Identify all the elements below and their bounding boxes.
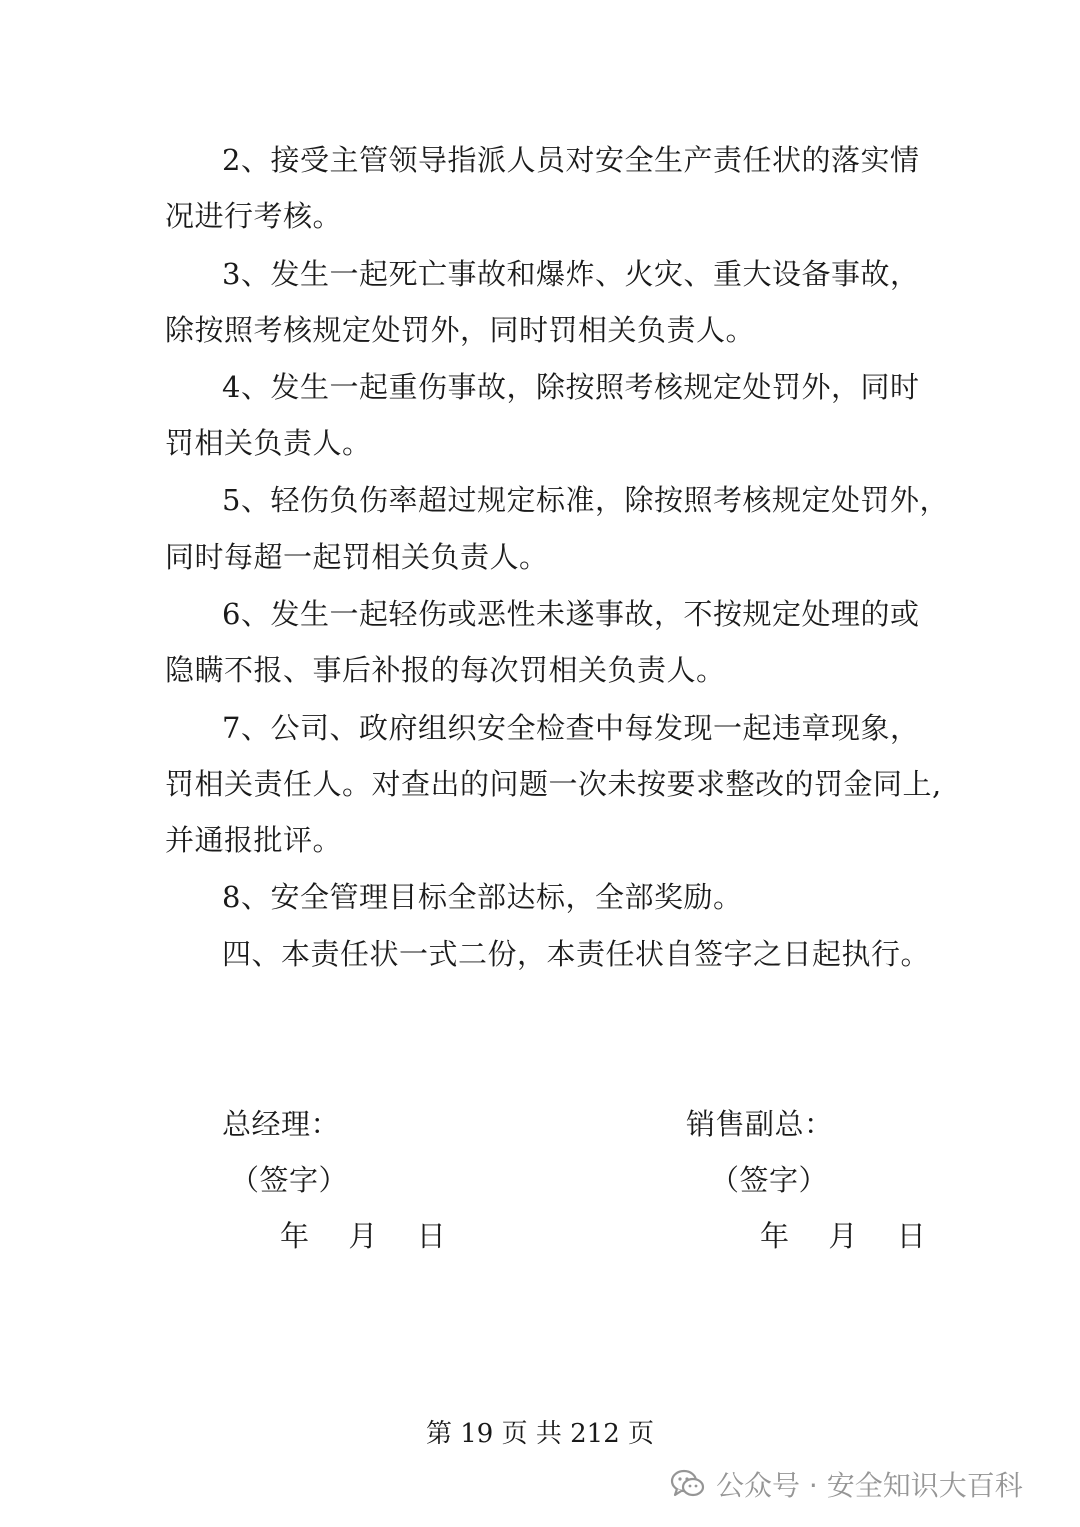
para-2-line-1: 2、接受主管领导指派人员对安全生产责任状的落实情 xyxy=(222,143,920,177)
para-6-line-2: 隐瞒不报、事后补报的每次罚相关负责人。 xyxy=(165,653,726,687)
para-8-line-1: 8、安全管理目标全部达标，全部奖励。 xyxy=(222,880,743,914)
gm-sign-label: （签字） xyxy=(230,1163,349,1197)
page-number: 第 19 页 共 212 页 xyxy=(425,1419,655,1449)
sales-vp-sign-label: （签字） xyxy=(710,1163,829,1197)
watermark xyxy=(670,1464,1023,1504)
para-7-line-1: 7、公司、政府组织安全检查中每发现一起违章现象， xyxy=(222,711,920,745)
sales-vp-title: 销售副总： xyxy=(686,1107,834,1141)
para-4-line-2: 罚相关负责人。 xyxy=(165,426,372,460)
para-3-line-1: 3、发生一起死亡事故和爆炸、火灾、重大设备事故， xyxy=(222,257,920,291)
para-2-line-2: 况进行考核。 xyxy=(165,199,343,233)
gm-date: 年 月 日 xyxy=(280,1219,447,1253)
wechat-icon xyxy=(670,1468,706,1500)
para-7-line-3: 并通报批评。 xyxy=(165,823,343,857)
gm-title: 总经理： xyxy=(222,1107,341,1141)
sales-vp-date: 年 月 日 xyxy=(760,1219,927,1253)
para-3-line-2: 除按照考核规定处罚外，同时罚相关负责人。 xyxy=(165,313,756,347)
para-5-line-2: 同时每超一起罚相关负责人。 xyxy=(165,540,549,574)
section-4-line-1: 四、本责任状一式二份，本责任状自签字之日起执行。 xyxy=(222,937,931,971)
watermark-text: 公众号 · 安全知识大百科 xyxy=(716,1469,1023,1502)
para-6-line-1: 6、发生一起轻伤或恶性未遂事故，不按规定处理的或 xyxy=(222,597,920,631)
para-7-line-2: 罚相关责任人。对查出的问题一次未按要求整改的罚金同上, xyxy=(165,767,942,801)
para-4-line-1: 4、发生一起重伤事故，除按照考核规定处罚外，同时 xyxy=(222,370,920,404)
para-5-line-1: 5、轻伤负伤率超过规定标准，除按照考核规定处罚外， xyxy=(222,483,949,517)
